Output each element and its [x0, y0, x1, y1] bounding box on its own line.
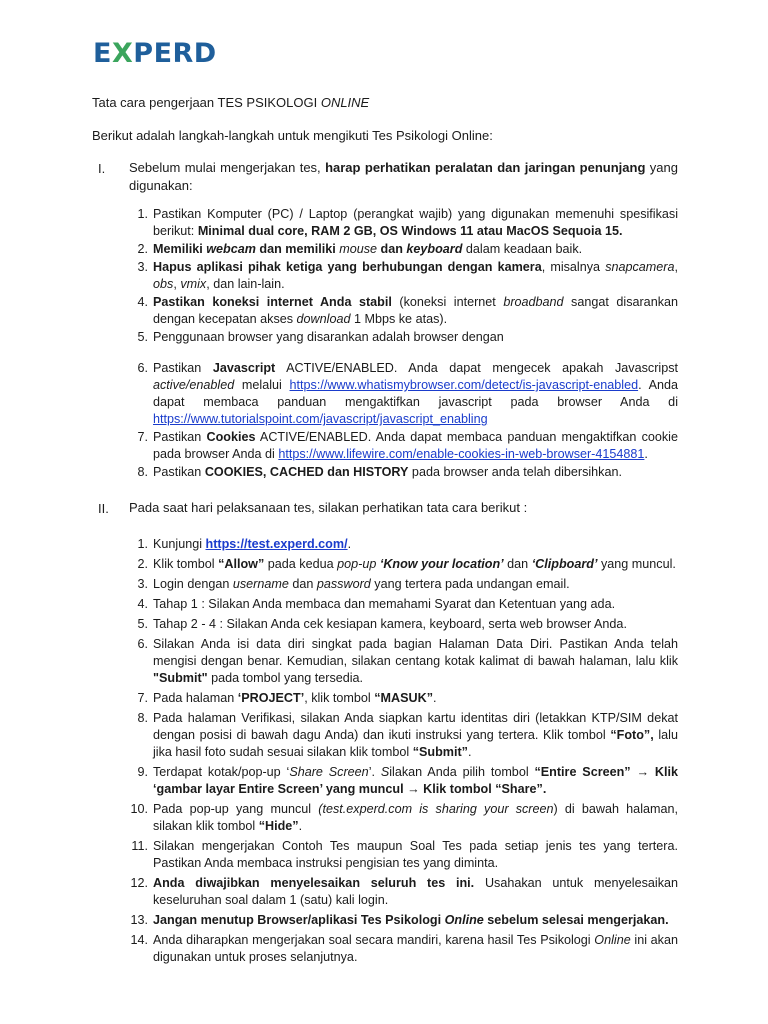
text-run: pada tombol yang tersedia.: [207, 671, 364, 685]
list-item: [137, 596, 678, 613]
list-item: [137, 241, 678, 258]
text-run: “Foto”,: [610, 728, 654, 742]
list-number: 3.: [137, 260, 148, 274]
text-run: .: [467, 745, 472, 759]
list-number: 1.: [137, 207, 148, 221]
section-1-number: I.: [98, 161, 106, 176]
text-run: Tahap 1 : Silakan Anda membaca dan memahami Syarat dan Ketentuan yang ada.: [153, 597, 616, 611]
list-number: 11.: [131, 839, 148, 853]
text-run: ini akan digunakan untuk proses selanjutnya.: [153, 933, 678, 964]
list-item: [137, 360, 678, 428]
text-run: .: [298, 819, 303, 833]
list-number: 5.: [137, 617, 148, 631]
text-run: Javascript: [212, 361, 276, 375]
list-number: 7.: [137, 691, 148, 705]
title-main: Tata cara pengerjaan TES PSIKOLOGI: [92, 95, 321, 110]
section-2-number: II.: [98, 501, 109, 516]
text-run: ) di bawah halaman, silakan klik tombol: [153, 802, 678, 833]
url-link[interactable]: https://www.lifewire.com/enable-cookies-in-web-browser-4154881: [278, 447, 645, 461]
text-run: Cookies: [206, 430, 256, 444]
text-run: Online: [594, 933, 631, 947]
text-run: (koneksi internet: [391, 295, 504, 309]
text-run: pada browser anda telah dibersihkan.: [408, 465, 622, 479]
text-run: melalui: [234, 378, 290, 392]
list-number: 12.: [130, 876, 148, 890]
text-run: ,: [674, 260, 678, 274]
text-run: ,: [173, 277, 181, 291]
text-run: , klik tombol: [304, 691, 375, 705]
text-run: yang muncul.: [597, 557, 676, 571]
text-run: dan: [377, 242, 407, 256]
text-run: Kunjungi: [153, 537, 206, 551]
list-item: [137, 294, 678, 328]
text-run: Hapus aplikasi pihak ketiga yang berhubungan dengan kamera: [153, 260, 542, 274]
text-run: “Entire Screen” → Klik ‘gambar layar Entire Screen’ yang muncul → Klik tombol “Share”.: [153, 765, 678, 796]
text-run: active/enabled: [153, 378, 235, 392]
text-run: ’.: [368, 765, 381, 779]
list-number: 9.: [137, 765, 148, 779]
list-item: [137, 556, 678, 573]
text-run: Sebelum mulai mengerjakan tes,: [129, 160, 326, 175]
url-link[interactable]: https://www.tutorialspoint.com/javascript/javascript_enabling: [153, 412, 488, 426]
text-run: “Hide”: [258, 819, 299, 833]
section-2-intro: [129, 499, 678, 517]
text-run: Online: [444, 913, 484, 927]
list-item: [137, 259, 678, 293]
text-run: “Allow”: [218, 557, 265, 571]
text-run: “MASUK”: [374, 691, 433, 705]
text-run: Usahakan untuk menyelesaikan keseluruhan soal dalam 1 (satu) kali login.: [153, 876, 678, 907]
text-run: Silakan mengerjakan Contoh Tes maupun Soal Tes pada setiap jenis tes yang tertera. Pastikan Anda membaca instruksi pengisian tes yang diminta.: [153, 839, 678, 870]
list-item: [130, 932, 678, 966]
title-online: ONLINE: [320, 95, 370, 110]
section-1-intro: [129, 159, 678, 195]
list-number: 8.: [137, 711, 148, 725]
text-run: Klik tombol: [153, 557, 219, 571]
list-item: [137, 764, 678, 798]
list-item: [137, 329, 678, 346]
list-number: 10.: [130, 802, 148, 816]
list-item: [137, 576, 678, 593]
text-run: username: [232, 577, 289, 591]
list-number: 2.: [137, 242, 148, 256]
page-title: [92, 95, 369, 111]
text-run: Minimal dual core, RAM 2 GB, OS Windows 11 atau MacOS Sequoia 15.: [197, 224, 623, 238]
text-run: snapcamera: [605, 260, 675, 274]
text-run: dan: [503, 557, 532, 571]
list-item: [130, 912, 678, 929]
list-number: 8.: [137, 465, 148, 479]
list-number: 13.: [130, 913, 148, 927]
text-run: "Submit": [153, 671, 208, 685]
list-number: 3.: [137, 577, 148, 591]
text-run: .: [644, 447, 648, 461]
list-item: [137, 464, 678, 481]
text-run: Anda diharapkan mengerjakan soal secara mandiri, karena hasil Tes Psikologi: [153, 933, 595, 947]
list-item: [137, 690, 678, 707]
text-run: Pada halaman: [153, 691, 238, 705]
section-2-list: [130, 536, 678, 969]
text-run: Pastikan: [153, 430, 207, 444]
list-item: [137, 616, 678, 633]
list-number: 5.: [137, 330, 148, 344]
text-run: yang tertera pada undangan email.: [370, 577, 570, 591]
url-link[interactable]: https://www.whatismybrowser.com/detect/is-javascript-enabled: [289, 378, 639, 392]
text-run: harap perhatikan peralatan dan jaringan penunjang: [325, 160, 646, 175]
text-run: dan: [288, 577, 317, 591]
text-run: Login dengan: [153, 577, 233, 591]
text-run: ACTIVE/ENABLED. Anda dapat membaca panduan mengaktifkan cookie pada browser Anda di: [153, 430, 678, 461]
text-run: ACTIVE/ENABLED. Anda dapat mengecek apakah Javascripst: [275, 361, 678, 375]
text-run: ‘Clipboard’: [531, 557, 598, 571]
text-run: . Anda dapat membaca panduan mengaktifkan javascript pada browser Anda di: [153, 378, 678, 409]
list-item: [137, 536, 678, 553]
text-run: yang digunakan:: [129, 160, 678, 193]
text-run: (test.experd.com is sharing your screen: [318, 802, 554, 816]
text-run: dalam keadaan baik.: [462, 242, 583, 256]
text-run: download: [296, 312, 351, 326]
list-item: [137, 429, 678, 463]
text-run: Pastikan: [153, 465, 205, 479]
list-number: 2.: [137, 557, 148, 571]
list-item: [130, 875, 678, 909]
text-run: sangat disarankan dengan kecepatan akses: [153, 295, 678, 326]
list-number: 1.: [137, 537, 148, 551]
text-run: ilakan Anda pilih tombol: [389, 765, 535, 779]
text-run: Pada saat hari pelaksanaan tes, silakan perhatikan tata cara berikut :: [129, 500, 528, 515]
text-run: sebelum selesai mengerjakan.: [483, 913, 669, 927]
text-run: obs: [153, 277, 174, 291]
text-run: webcam: [206, 242, 256, 256]
text-run: Pastikan Komputer (PC) / Laptop (perangkat wajib) yang digunakan memenuhi spesifikasi berikut:: [153, 207, 678, 238]
list-item: [131, 838, 678, 872]
list-item: [137, 206, 678, 240]
list-number: 6.: [137, 361, 148, 375]
experd-logo: EXPERD: [93, 38, 217, 69]
text-run: 1 Mbps ke atas).: [350, 312, 448, 326]
text-run: keyboard: [406, 242, 463, 256]
text-run: Pastikan: [153, 361, 213, 375]
text-run: dan memiliki: [255, 242, 340, 256]
text-run: .: [347, 537, 352, 551]
text-run: Pastikan koneksi internet Anda stabil: [153, 295, 392, 309]
text-run: lalu jika hasil foto sudah sesuai silakan klik tombol: [153, 728, 678, 759]
text-run: Memiliki: [153, 242, 207, 256]
text-run: Share Screen: [289, 765, 369, 779]
text-run: vmix: [180, 277, 207, 291]
list-number: 6.: [137, 637, 148, 651]
text-run: pada kedua: [264, 557, 338, 571]
list-item: [130, 801, 678, 835]
text-run: Pada pop-up yang muncul: [153, 802, 319, 816]
text-run: mouse: [339, 242, 378, 256]
section-1-list: [137, 206, 678, 482]
text-run: Jangan menutup Browser/aplikasi Tes Psikologi: [153, 913, 445, 927]
text-run: broadband: [503, 295, 564, 309]
text-run: “Submit”: [412, 745, 468, 759]
list-number: 4.: [137, 597, 148, 611]
text-run: , dan lain-lain.: [206, 277, 285, 291]
text-run: Silakan Anda isi data diri singkat pada bagian Halaman Data Diri. Pastikan Anda telah mengisi dengan benar. Kemudian, silakan centang kotak kalimat di bawah halaman, lalu klik: [153, 637, 678, 668]
text-run: .: [433, 691, 437, 705]
list-item: [137, 636, 678, 687]
text-run: , misalnya: [541, 260, 606, 274]
text-run: Tahap 2 - 4 : Silakan Anda cek kesiapan kamera, keyboard, serta web browser Anda.: [153, 617, 627, 631]
text-run: Anda diwajibkan menyelesaikan seluruh tes ini.: [153, 876, 475, 890]
list-item: [137, 710, 678, 761]
text-run: pop-up: [337, 557, 377, 571]
intro-text: Berikut adalah langkah-langkah untuk mengikuti Tes Psikologi Online:: [92, 128, 493, 143]
list-number: 7.: [137, 430, 148, 444]
text-run: password: [316, 577, 371, 591]
text-run: Penggunaan browser yang disarankan adalah browser dengan: [153, 330, 504, 344]
text-run: Terdapat kotak/pop-up ‘: [153, 765, 290, 779]
text-run: COOKIES, CACHED dan HISTORY: [204, 465, 409, 479]
text-run: ‘PROJECT’: [237, 691, 305, 705]
text-run: S: [380, 765, 390, 779]
url-link[interactable]: https://test.experd.com/: [205, 537, 348, 551]
text-run: ‘Know your location’: [379, 557, 504, 571]
list-number: 14.: [130, 933, 148, 947]
list-number: 4.: [137, 295, 148, 309]
text-run: Pada halaman Verifikasi, silakan Anda siapkan kartu identitas diri (letakkan KTP/SIM dekat dengan posisi di bawah dagu Anda) dan ikuti instruksi yang tertera. Klik tombol: [153, 711, 678, 742]
